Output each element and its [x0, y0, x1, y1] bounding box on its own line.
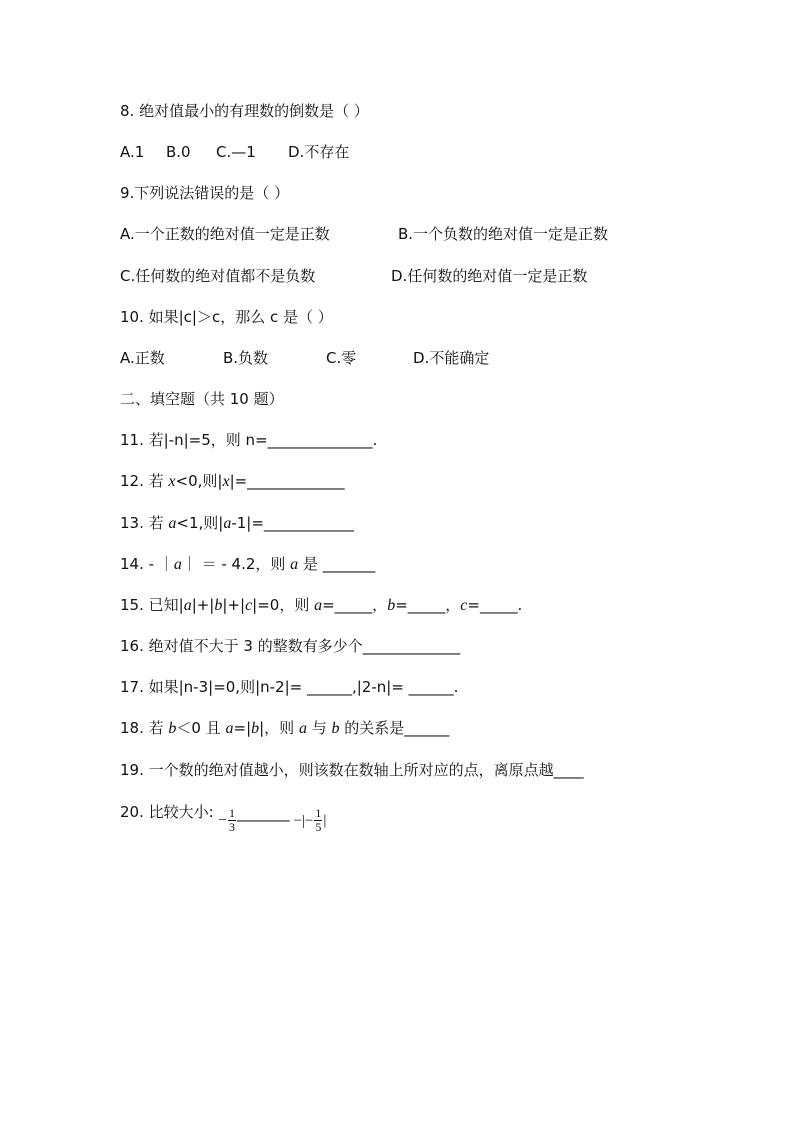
question-8-options	[120, 142, 349, 162]
question-17-text: 17. 如果|n-3|=0,则|n-2|= ______,|2-n|= ______.	[120, 678, 459, 696]
variable: a	[168, 515, 177, 532]
question-11	[120, 430, 377, 450]
question-12	[120, 471, 345, 492]
text: <1,则|	[176, 514, 224, 532]
variable: b	[331, 720, 340, 737]
answer-blank: _______	[236, 803, 290, 822]
denominator: 3	[228, 820, 235, 834]
text: |=0，则	[252, 596, 315, 614]
text: ｜ ＝ - 4.2，则	[181, 555, 291, 573]
text: |=_____________	[229, 472, 345, 490]
option-b: B.负数	[223, 349, 269, 367]
variable: c	[245, 597, 253, 614]
question-18	[120, 718, 449, 739]
question-10-options	[120, 348, 489, 368]
option-a: A.正数	[120, 349, 165, 367]
variable: a	[298, 720, 307, 737]
denominator: 5	[315, 820, 322, 834]
question-9-options-row1	[120, 224, 608, 244]
text: 是 _______	[298, 555, 376, 573]
variable: x	[222, 473, 230, 490]
question-9	[120, 183, 289, 203]
question-16	[120, 636, 460, 656]
text: |+|	[222, 596, 246, 614]
question-20-label: 20. 比较大小:	[120, 803, 214, 821]
text: =_____.	[467, 596, 523, 614]
question-9-options-row2	[120, 266, 587, 286]
question-16-text: 16. 绝对值不大于 3 的整数有多少个_____________	[120, 637, 461, 655]
text: |，则	[259, 719, 299, 737]
text: =|	[233, 719, 252, 737]
text: 12. 若	[120, 472, 169, 490]
text: <0,则|	[175, 472, 223, 490]
text: |+|	[191, 596, 215, 614]
numerator: 1	[228, 806, 235, 820]
minus-sign: −	[218, 812, 227, 829]
question-10	[120, 307, 333, 327]
text: =_____，	[395, 596, 461, 614]
option-c: C.任何数的绝对值都不是负数	[120, 267, 316, 285]
question-19-text: 19. 一个数的绝对值越小，则该数在数轴上所对应的点，离原点越____	[120, 761, 584, 779]
section-heading	[120, 389, 284, 409]
variable: b	[214, 597, 223, 614]
option-d: D.任何数的绝对值一定是正数	[391, 267, 588, 285]
variable: a	[290, 556, 299, 573]
question-13	[120, 513, 354, 534]
question-8	[120, 101, 369, 121]
option-d: D.不能确定	[413, 349, 490, 367]
text: 14. - ｜	[120, 555, 174, 573]
fraction-one-third	[228, 807, 236, 834]
comparison-expression	[218, 803, 327, 834]
fraction-one-fifth	[314, 807, 322, 834]
variable: b	[168, 720, 177, 737]
variable: x	[168, 473, 176, 490]
question-19	[120, 760, 584, 780]
option-d: D.不存在	[288, 143, 350, 161]
section-heading-text: 二、填空题（共 10 题）	[120, 390, 284, 408]
variable: b	[251, 720, 260, 737]
question-10-text: 10. 如果|c|＞c，那么 c 是（ ）	[120, 308, 333, 326]
question-17	[120, 677, 458, 697]
option-b: B.一个负数的绝对值一定是正数	[398, 225, 609, 243]
question-11-text: 11. 若|-n|=5，则 n=______________.	[120, 431, 378, 449]
text: ＜0 且	[176, 719, 226, 737]
text: =_____，	[322, 596, 388, 614]
option-a: A.1	[120, 143, 145, 161]
abs-suffix: |	[323, 812, 327, 829]
variable: a	[223, 515, 232, 532]
question-9-text: 9.下列说法错误的是（ ）	[120, 184, 290, 202]
text: 13. 若	[120, 514, 169, 532]
numerator: 1	[315, 806, 322, 820]
question-20	[120, 801, 326, 834]
option-c: C.—1	[216, 143, 256, 161]
abs-prefix: −|−	[293, 812, 314, 829]
text: 的关系是______	[339, 719, 450, 737]
text: 18. 若	[120, 719, 169, 737]
variable: a	[225, 720, 234, 737]
option-b: B.0	[166, 143, 191, 161]
option-c: C.零	[326, 349, 357, 367]
variable: a	[173, 556, 182, 573]
variable: c	[460, 597, 468, 614]
variable: a	[314, 597, 323, 614]
text: -1|=____________	[231, 514, 354, 532]
question-14	[120, 554, 375, 575]
variable: b	[387, 597, 396, 614]
text: 与	[306, 719, 332, 737]
question-15	[120, 595, 522, 616]
text: 15. 已知|	[120, 596, 184, 614]
variable: a	[183, 597, 192, 614]
option-a: A.一个正数的绝对值一定是正数	[120, 225, 330, 243]
question-8-text: 8. 绝对值最小的有理数的倒数是（ ）	[120, 102, 369, 120]
